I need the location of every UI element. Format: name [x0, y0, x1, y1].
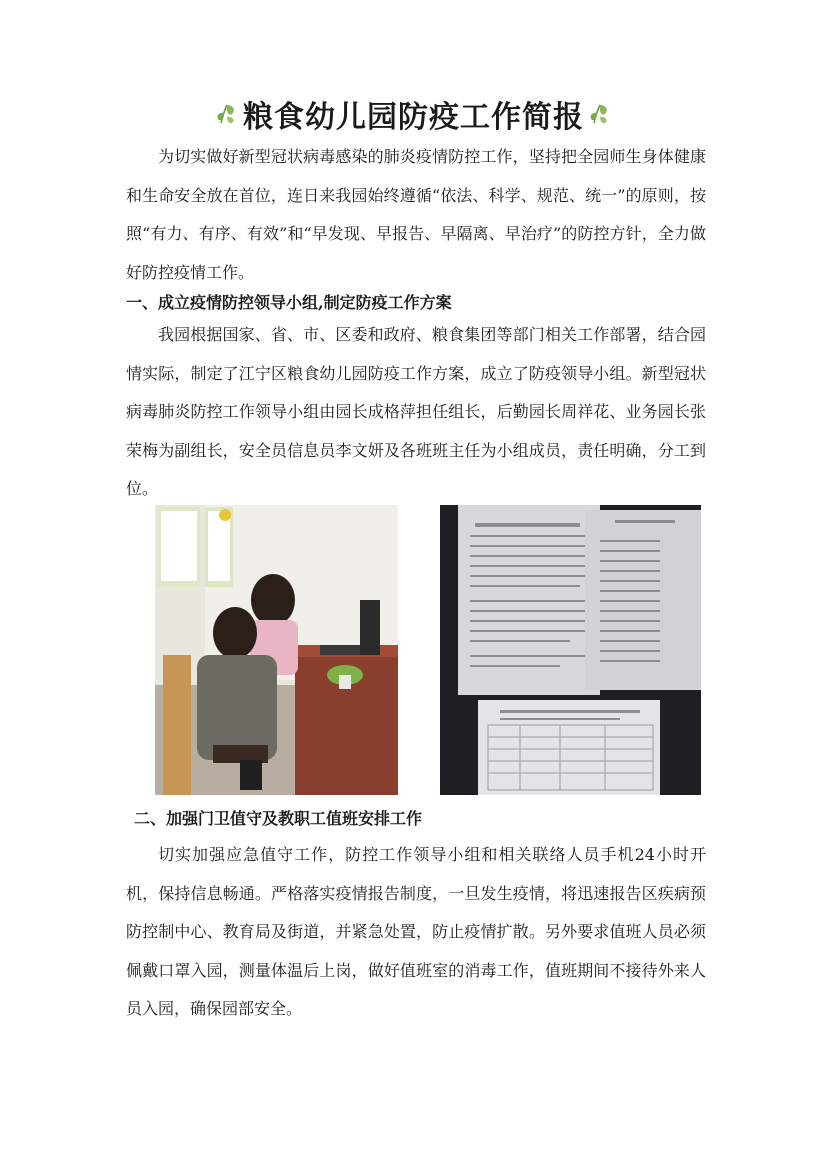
leaf-icon [588, 101, 612, 127]
section1-heading: 一、成立疫情防控领导小组,制定防疫工作方案 [126, 293, 452, 312]
section2-paragraph: 切实加强应急值守工作，防控工作领导小组和相关联络人员手机24小时开机，保持信息畅通。严格落实疫情报告制度，一旦发生疫情，将迅速报告区疾病预防控制中心、教育局及街道，并紧急处置，防止疫情扩散。另外要求值班人员必须佩戴口罩入园，测量体温后上岗，做好值班室的消毒工作，值班期间不接待外来人员入园，确保园部安全。 [126, 845, 706, 1018]
section2-heading: 二、加强门卫值守及教职工值班安排工作 [134, 809, 423, 828]
photo-plan-documents [440, 505, 701, 795]
leaf-icon [215, 101, 239, 127]
photo-staff-at-desk [155, 505, 398, 795]
intro-paragraph: 为切实做好新型冠状病毒感染的肺炎疫情防控工作，坚持把全园师生身体健康和生命安全放在首位，连日来我园始终遵循“依法、科学、规范、统一”的原则，按照“有力、有序、有效”和“早发现、早报告、早隔离、早治疗”的防控方针，全力做好防控疫情工作。 [126, 147, 706, 282]
section1-paragraph: 我园根据国家、省、市、区委和政府、粮食集团等部门相关工作部署，结合园情实际，制定了江宁区粮食幼儿园防疫工作方案，成立了防疫领导小组。新型冠状病毒肺炎防控工作领导小组由园长成格萍担任组长，后勤园长周祥花、业务园长张荣梅为副组长，安全员信息员李文妍及各班班主任为小组成员，责任明确，分工到位。 [126, 325, 706, 498]
title-text: 粮食幼儿园防疫工作简报 [243, 100, 584, 135]
document-title [0, 92, 827, 136]
